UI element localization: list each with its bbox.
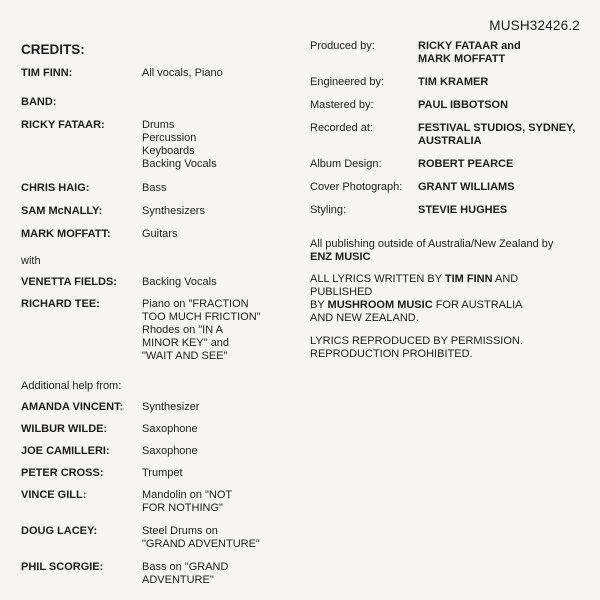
credit-role: Steel Drums on "GRAND ADVENTURE"	[142, 525, 260, 550]
lyrics-text: AND PUBLISHED	[310, 273, 519, 298]
credit-name: JOE CAMILLERI:	[21, 445, 110, 457]
credit-name: RICKY FATAAR:	[21, 119, 105, 131]
production-value: GRANT WILLIAMS	[418, 181, 515, 193]
production-row	[310, 181, 582, 194]
credit-row	[21, 525, 291, 551]
lyrics-note	[310, 273, 582, 325]
credit-row	[21, 205, 291, 218]
publishing-note	[310, 238, 582, 264]
lyrics-publisher: MUSHROOM MUSIC	[327, 299, 433, 311]
production-value: FESTIVAL STUDIOS, SYDNEY, AUSTRALIA	[418, 122, 576, 147]
credit-role: Backing Vocals	[142, 276, 217, 288]
lyrics-text: BY	[310, 299, 328, 311]
credit-role: Bass	[142, 182, 167, 194]
production-label: Recorded at:	[310, 122, 373, 134]
credit-role: Saxophone	[142, 423, 198, 435]
credit-name: DOUG LACEY:	[21, 525, 98, 537]
permission-line-2: REPRODUCTION PROHIBITED.	[310, 348, 473, 360]
credit-name: TIM FINN:	[21, 67, 73, 79]
credit-name: MARK MOFFATT:	[21, 228, 111, 240]
additional-label: Additional help from:	[21, 380, 122, 392]
production-row	[310, 40, 582, 66]
credit-row	[21, 298, 291, 363]
credit-row	[21, 561, 291, 587]
credit-name: PHIL SCORGIE:	[21, 561, 104, 573]
lyrics-writer: TIM FINN	[444, 273, 493, 285]
credit-role: Saxophone	[142, 445, 198, 457]
lyrics-line-3: AND NEW ZEALAND.	[310, 312, 419, 324]
credit-name: VENETTA FIELDS:	[21, 276, 117, 288]
credit-role: Mandolin on "NOT FOR NOTHING"	[142, 489, 233, 514]
credit-role: Trumpet	[142, 467, 183, 479]
with-label: with	[21, 255, 41, 267]
credit-name: CHRIS HAIG:	[21, 182, 90, 194]
credit-row	[21, 467, 291, 480]
production-row	[310, 158, 582, 171]
lyrics-line-1	[310, 273, 582, 299]
credit-role: Drums Percussion Keyboards Backing Vocals	[142, 119, 217, 170]
permission-note	[310, 335, 582, 361]
credit-name: PETER CROSS:	[21, 467, 104, 479]
credit-row-lead	[21, 67, 291, 80]
credit-name: SAM McNALLY:	[21, 205, 103, 217]
production-value: STEVIE HUGHES	[418, 204, 508, 216]
production-label: Album Design:	[310, 158, 382, 170]
production-label: Cover Photograph:	[310, 181, 403, 193]
publishing-text: All publishing outside of Australia/New Zealand by	[310, 238, 554, 250]
production-value: ROBERT PEARCE	[418, 158, 514, 170]
lyrics-text: FOR AUSTRALIA	[432, 299, 523, 311]
production-label: Engineered by:	[310, 76, 384, 88]
credit-name: VINCE GILL:	[21, 489, 87, 501]
production-label: Mastered by:	[310, 99, 374, 111]
credits-title: CREDITS:	[21, 42, 85, 57]
credit-name: AMANDA VINCENT:	[21, 401, 124, 413]
production-column	[310, 40, 582, 361]
credit-row	[21, 182, 291, 195]
credit-role: Guitars	[142, 228, 178, 240]
lyrics-line-2	[310, 299, 582, 312]
credits-column	[21, 42, 291, 587]
credit-row	[21, 401, 291, 414]
production-value: PAUL IBBOTSON	[418, 99, 509, 111]
permission-line-1: LYRICS REPRODUCED BY PERMISSION.	[310, 335, 523, 347]
credit-role: All vocals, Piano	[142, 67, 223, 79]
production-value: TIM KRAMER	[418, 76, 489, 88]
production-label: Styling:	[310, 204, 347, 216]
credit-role: Bass on "GRAND ADVENTURE"	[142, 561, 229, 586]
credit-role: Piano on "FRACTION TOO MUCH FRICTION" Rhodes on "IN A MINOR KEY" and "WAIT AND SEE"	[142, 298, 261, 362]
credit-row	[21, 445, 291, 458]
credit-row	[21, 228, 291, 241]
production-row	[310, 99, 582, 112]
production-label: Produced by:	[310, 40, 375, 52]
production-row	[310, 122, 582, 148]
credit-row	[21, 119, 291, 171]
credit-name: RICHARD TEE:	[21, 298, 100, 310]
credit-name: WILBUR WILDE:	[21, 423, 108, 435]
credit-row	[21, 489, 291, 515]
credit-role: Synthesizers	[142, 205, 205, 217]
production-row	[310, 204, 582, 217]
credit-row	[21, 423, 291, 436]
band-label: BAND:	[21, 96, 57, 108]
credit-role: Synthesizer	[142, 401, 200, 413]
production-value: RICKY FATAAR and MARK MOFFATT	[418, 40, 521, 65]
credit-row	[21, 276, 291, 289]
lyrics-text: ALL LYRICS WRITTEN BY	[310, 273, 445, 285]
production-row	[310, 76, 582, 89]
publishing-company: ENZ MUSIC	[310, 251, 371, 263]
catalog-number: MUSH32426.2	[489, 18, 580, 33]
